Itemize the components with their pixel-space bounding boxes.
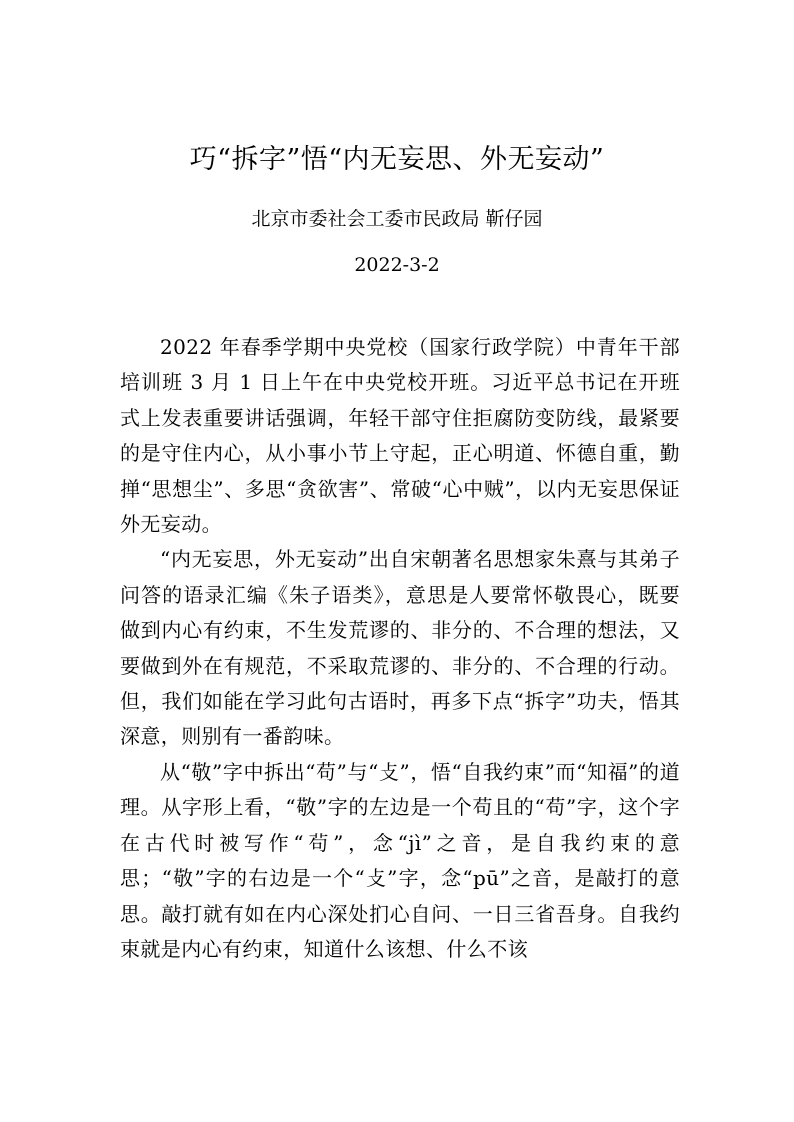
document-title: 巧“拆字”悟“内无妄思、外无妄动” [189,144,605,175]
document-body [120,330,680,967]
document-author: 北京市委社会工委市民政局 靳仔园 [251,208,543,230]
paragraph-3: 从“敬”字中拆出“苟”与“攴”，悟“自我约束”而“知福”的道理。从字形上看，“敬”字的左边是一个苟且的“苟”字，这个字在古代时被写作“茍”，念“jì”之音，是自我约束的意思；“敬”字的右边是一个“攴”字，念“pū”之音，是敲打的意思。敲打就有如在内心深处扪心自问、一日三省吾身。自我约束就是内心有约束，知道什么该想、什么不该 [120,759,680,961]
paragraph-2: “内无妄思，外无妄动”出自宋朝著名思想家朱熹与其弟子问答的语录汇编《朱子语类》，意思是人要常怀敬畏心，既要做到内心有约束，不生发荒谬的、非分的、不合理的想法，又要做到外在有规范，不采取荒谬的、非分的、不合理的行动。但，我们如能在学习此句古语时，再多下点“拆字”功夫，悟其深意，则别有一番韵味。 [120,547,680,749]
paragraph-1: 2022 年春季学期中央党校（国家行政学院）中青年干部培训班 3 月 1 日上午在中央党校开班。习近平总书记在开班式上发表重要讲话强调，年轻干部守住拒腐防变防线，最紧要的是守住内心，从小事小节上守起，正心明道、怀德自重，勤掸“思想尘”、多思“贪欲害”、常破“心中贼”，以内无妄思保证外无妄动。 [120,335,680,537]
document-date: 2022-3-2 [354,254,440,276]
